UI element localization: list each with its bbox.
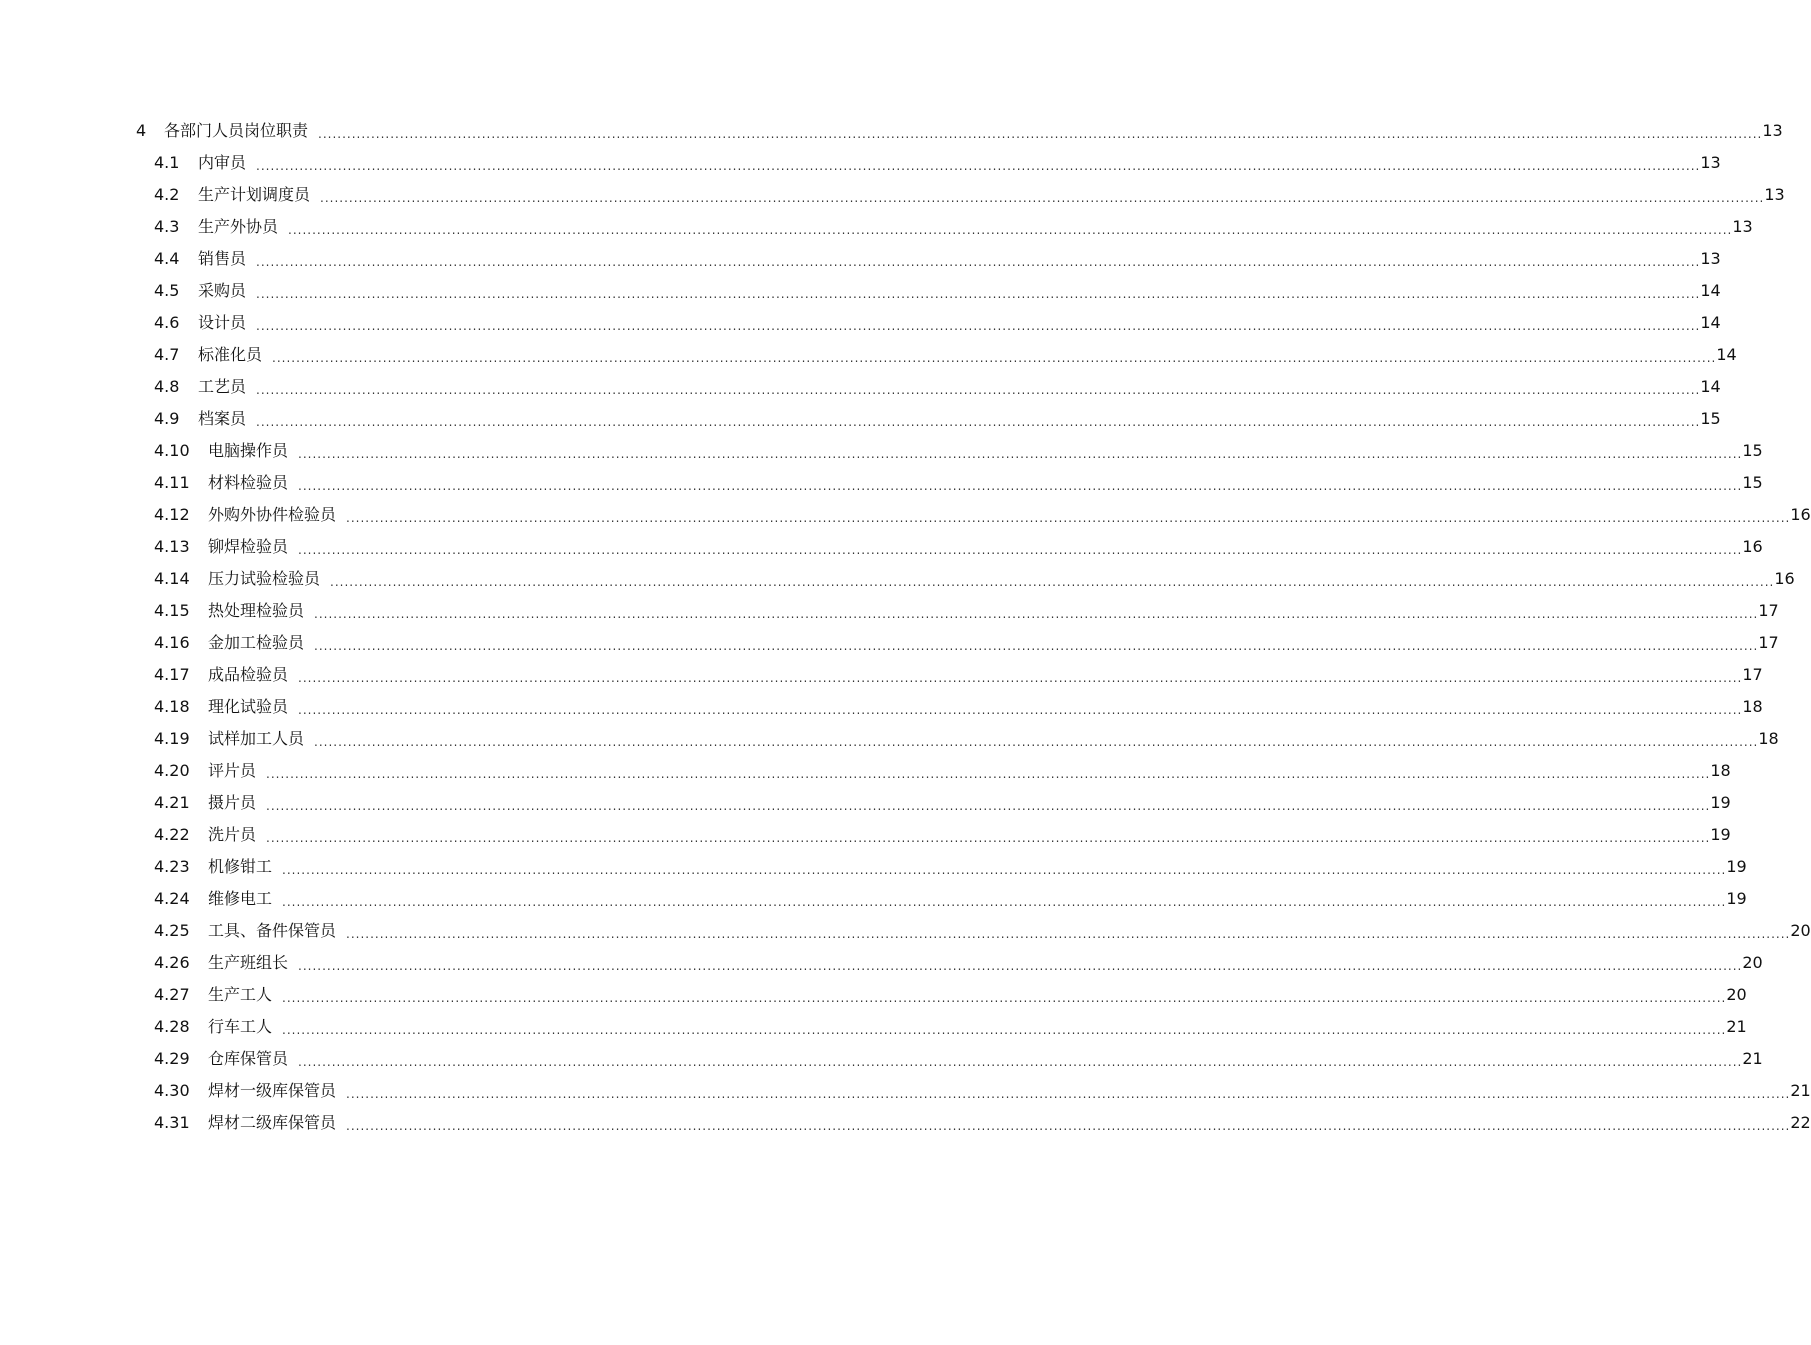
toc-dot-leader: ............................................................................................................................................................................................................................................................................................................ <box>266 799 1711 813</box>
toc-entry-title: 试样加工人员 <box>208 729 305 748</box>
toc-entry[interactable] <box>0 1011 1747 1043</box>
toc-entry-title: 生产计划调度员 <box>198 185 311 204</box>
toc-entry-title: 热处理检验员 <box>208 601 305 620</box>
toc-entry[interactable] <box>0 243 1721 275</box>
toc-dot-leader: ............................................................................................................................................................................................................................................................................................................ <box>298 703 1743 717</box>
toc-section-number: 4 <box>136 121 147 140</box>
toc-page-number: 21 <box>1726 1017 1747 1036</box>
toc-page-number: 17 <box>1742 665 1763 684</box>
toc-page-number: 13 <box>1762 121 1783 140</box>
toc-entry-number: 4.14 <box>154 569 190 588</box>
toc-entry[interactable] <box>0 403 1721 435</box>
toc-entry[interactable] <box>0 499 1811 531</box>
toc-entry-title: 生产外协员 <box>198 217 279 236</box>
toc-dot-leader: ............................................................................................................................................................................................................................................................................................................ <box>282 991 1727 1005</box>
toc-entry-title: 工具、备件保管员 <box>208 921 337 940</box>
toc-entry[interactable] <box>0 435 1763 467</box>
toc-page-number: 18 <box>1742 697 1763 716</box>
toc-entry-title: 工艺员 <box>198 377 247 396</box>
toc-entry[interactable] <box>0 691 1763 723</box>
toc-dot-leader: ............................................................................................................................................................................................................................................................................................................ <box>256 383 1701 397</box>
toc-entry-number: 4.21 <box>154 793 190 812</box>
toc-entry-number: 4.17 <box>154 665 190 684</box>
toc-entry-number: 4.7 <box>154 345 180 364</box>
toc-page-number: 14 <box>1700 313 1721 332</box>
toc-entry[interactable] <box>0 947 1763 979</box>
toc-entry[interactable] <box>0 531 1763 563</box>
toc-entry-number: 4.13 <box>154 537 190 556</box>
toc-page-number: 19 <box>1726 857 1747 876</box>
toc-dot-leader: ............................................................................................................................................................................................................................................................................................................ <box>314 735 1759 749</box>
toc-entry[interactable] <box>0 179 1785 211</box>
toc-heading-entry[interactable] <box>0 115 1783 147</box>
toc-page-number: 21 <box>1742 1049 1763 1068</box>
toc-dot-leader: ............................................................................................................................................................................................................................................................................................................ <box>298 479 1743 493</box>
toc-entry[interactable] <box>0 883 1747 915</box>
toc-entry[interactable] <box>0 851 1747 883</box>
toc-dot-leader: ............................................................................................................................................................................................................................................................................................................ <box>346 1087 1791 1101</box>
toc-page-number: 14 <box>1700 281 1721 300</box>
toc-dot-leader: ............................................................................................................................................................................................................................................................................................................ <box>346 927 1791 941</box>
toc-entry[interactable] <box>0 275 1721 307</box>
toc-page-number: 22 <box>1790 1113 1811 1132</box>
toc-entry-number: 4.18 <box>154 697 190 716</box>
toc-page-number: 17 <box>1758 633 1779 652</box>
toc-entry-title: 评片员 <box>208 761 257 780</box>
toc-dot-leader: ............................................................................................................................................................................................................................................................................................................ <box>318 127 1763 141</box>
toc-entry[interactable] <box>0 371 1721 403</box>
toc-entry[interactable] <box>0 1075 1811 1107</box>
toc-entry-title: 焊材二级库保管员 <box>208 1113 337 1132</box>
toc-entry[interactable] <box>0 595 1779 627</box>
toc-entry-title: 洗片员 <box>208 825 257 844</box>
toc-dot-leader: ............................................................................................................................................................................................................................................................................................................ <box>282 895 1727 909</box>
toc-entry-title: 外购外协件检验员 <box>208 505 337 524</box>
toc-entry-title: 仓库保管员 <box>208 1049 289 1068</box>
toc-page-number: 19 <box>1710 793 1731 812</box>
toc-dot-leader: ............................................................................................................................................................................................................................................................................................................ <box>298 447 1743 461</box>
toc-dot-leader: ............................................................................................................................................................................................................................................................................................................ <box>256 159 1701 173</box>
toc-page-number: 17 <box>1758 601 1779 620</box>
toc-page-number: 15 <box>1742 473 1763 492</box>
toc-entry-number: 4.9 <box>154 409 180 428</box>
toc-entry-title: 采购员 <box>198 281 247 300</box>
toc-dot-leader: ............................................................................................................................................................................................................................................................................................................ <box>314 639 1759 653</box>
toc-dot-leader: ............................................................................................................................................................................................................................................................................................................ <box>266 831 1711 845</box>
toc-entry-title: 电脑操作员 <box>208 441 289 460</box>
toc-page-number: 18 <box>1758 729 1779 748</box>
toc-dot-leader: ............................................................................................................................................................................................................................................................................................................ <box>346 1119 1791 1133</box>
toc-entry[interactable] <box>0 211 1753 243</box>
toc-entry-number: 4.6 <box>154 313 180 332</box>
toc-page-number: 21 <box>1790 1081 1811 1100</box>
toc-entry-title: 生产班组长 <box>208 953 289 972</box>
toc-dot-leader: ............................................................................................................................................................................................................................................................................................................ <box>298 671 1743 685</box>
toc-entry[interactable] <box>0 563 1795 595</box>
toc-entry[interactable] <box>0 755 1731 787</box>
toc-page-number: 16 <box>1742 537 1763 556</box>
toc-entry-title: 档案员 <box>198 409 247 428</box>
toc-page-number: 13 <box>1764 185 1785 204</box>
toc-entry-number: 4.5 <box>154 281 180 300</box>
toc-entry[interactable] <box>0 339 1737 371</box>
toc-entry-title: 内审员 <box>198 153 247 172</box>
toc-entry-title: 摄片员 <box>208 793 257 812</box>
toc-entry-number: 4.23 <box>154 857 190 876</box>
toc-entry-title: 金加工检验员 <box>208 633 305 652</box>
toc-entry-number: 4.19 <box>154 729 190 748</box>
toc-entry-title: 行车工人 <box>208 1017 273 1036</box>
toc-dot-leader: ............................................................................................................................................................................................................................................................................................................ <box>282 863 1727 877</box>
toc-page-number: 13 <box>1700 249 1721 268</box>
toc-entry[interactable] <box>0 627 1779 659</box>
toc-entry-title: 标准化员 <box>198 345 263 364</box>
toc-entry-number: 4.28 <box>154 1017 190 1036</box>
toc-dot-leader: ............................................................................................................................................................................................................................................................................................................ <box>282 1023 1727 1037</box>
toc-page-number: 19 <box>1710 825 1731 844</box>
toc-entry-title: 铆焊检验员 <box>208 537 289 556</box>
toc-page-number: 20 <box>1726 985 1747 1004</box>
toc-dot-leader: ............................................................................................................................................................................................................................................................................................................ <box>298 959 1743 973</box>
toc-page-number: 18 <box>1710 761 1731 780</box>
toc-dot-leader: ............................................................................................................................................................................................................................................................................................................ <box>320 191 1765 205</box>
toc-entry-title: 销售员 <box>198 249 247 268</box>
toc-entry-number: 4.11 <box>154 473 190 492</box>
toc-dot-leader: ............................................................................................................................................................................................................................................................................................................ <box>256 287 1701 301</box>
toc-entry[interactable] <box>0 723 1779 755</box>
toc-entry[interactable] <box>0 915 1811 947</box>
toc-entry-title: 机修钳工 <box>208 857 273 876</box>
toc-page-number: 14 <box>1716 345 1737 364</box>
table-of-contents <box>0 115 1811 1139</box>
toc-entry-number: 4.3 <box>154 217 180 236</box>
toc-entry-number: 4.29 <box>154 1049 190 1068</box>
toc-entry[interactable] <box>0 787 1731 819</box>
toc-entry-number: 4.2 <box>154 185 180 204</box>
toc-page-number: 19 <box>1726 889 1747 908</box>
toc-dot-leader: ............................................................................................................................................................................................................................................................................................................ <box>330 575 1775 589</box>
toc-page-number: 13 <box>1700 153 1721 172</box>
toc-entry[interactable] <box>0 1043 1763 1075</box>
toc-entry-title: 维修电工 <box>208 889 273 908</box>
toc-entry-title: 焊材一级库保管员 <box>208 1081 337 1100</box>
toc-page-number: 15 <box>1700 409 1721 428</box>
toc-entry[interactable] <box>0 1107 1811 1139</box>
toc-dot-leader: ............................................................................................................................................................................................................................................................................................................ <box>298 543 1743 557</box>
toc-page-number: 16 <box>1774 569 1795 588</box>
toc-entry[interactable] <box>0 147 1721 179</box>
toc-page-number: 20 <box>1790 921 1811 940</box>
toc-entry-title: 压力试验检验员 <box>208 569 321 588</box>
toc-dot-leader: ............................................................................................................................................................................................................................................................................................................ <box>298 1055 1743 1069</box>
toc-dot-leader: ............................................................................................................................................................................................................................................................................................................ <box>314 607 1759 621</box>
toc-dot-leader: ............................................................................................................................................................................................................................................................................................................ <box>288 223 1733 237</box>
toc-entry[interactable] <box>0 467 1763 499</box>
toc-entry-number: 4.25 <box>154 921 190 940</box>
toc-entry-number: 4.31 <box>154 1113 190 1132</box>
toc-entry-title: 理化试验员 <box>208 697 289 716</box>
toc-entry-number: 4.12 <box>154 505 190 524</box>
toc-entry[interactable] <box>0 979 1747 1011</box>
toc-entry-number: 4.10 <box>154 441 190 460</box>
toc-entry-number: 4.27 <box>154 985 190 1004</box>
toc-entry-title: 生产工人 <box>208 985 273 1004</box>
toc-page-number: 13 <box>1732 217 1753 236</box>
toc-dot-leader: ............................................................................................................................................................................................................................................................................................................ <box>266 767 1711 781</box>
toc-entry-number: 4.16 <box>154 633 190 652</box>
toc-entry-number: 4.22 <box>154 825 190 844</box>
toc-dot-leader: ............................................................................................................................................................................................................................................................................................................ <box>256 415 1701 429</box>
toc-section-title: 各部门人员岗位职责 <box>164 121 309 140</box>
toc-entry-number: 4.8 <box>154 377 180 396</box>
toc-dot-leader: ............................................................................................................................................................................................................................................................................................................ <box>346 511 1791 525</box>
toc-page-number: 14 <box>1700 377 1721 396</box>
toc-page-number: 15 <box>1742 441 1763 460</box>
toc-entry-number: 4.30 <box>154 1081 190 1100</box>
toc-entry-title: 设计员 <box>198 313 247 332</box>
toc-dot-leader: ............................................................................................................................................................................................................................................................................................................ <box>256 255 1701 269</box>
toc-dot-leader: ............................................................................................................................................................................................................................................................................................................ <box>272 351 1717 365</box>
toc-entry-number: 4.15 <box>154 601 190 620</box>
toc-entry-number: 4.24 <box>154 889 190 908</box>
toc-entry-number: 4.4 <box>154 249 180 268</box>
toc-entry-number: 4.1 <box>154 153 180 172</box>
toc-page-number: 16 <box>1790 505 1811 524</box>
toc-entry[interactable] <box>0 659 1763 691</box>
toc-entry-number: 4.26 <box>154 953 190 972</box>
toc-entry-title: 成品检验员 <box>208 665 289 684</box>
toc-entry-number: 4.20 <box>154 761 190 780</box>
toc-dot-leader: ............................................................................................................................................................................................................................................................................................................ <box>256 319 1701 333</box>
toc-page-number: 20 <box>1742 953 1763 972</box>
toc-entry-title: 材料检验员 <box>208 473 289 492</box>
toc-entry[interactable] <box>0 819 1731 851</box>
toc-entry[interactable] <box>0 307 1721 339</box>
